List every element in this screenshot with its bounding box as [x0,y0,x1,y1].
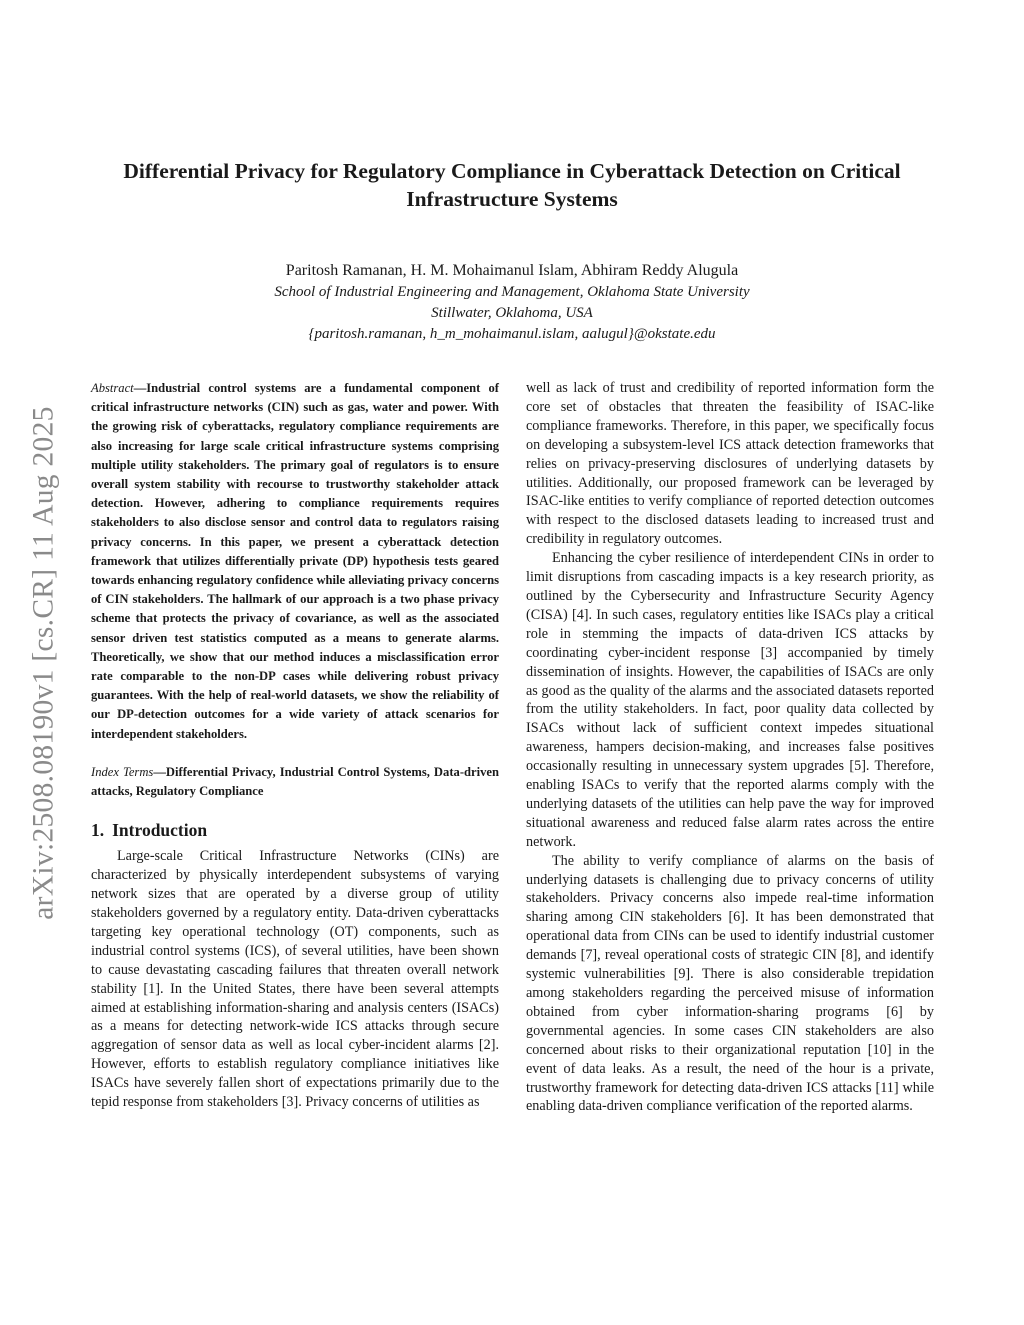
left-column [91,379,499,1112]
arxiv-identifier[interactable]: arXiv:2508.08190v1 [cs.CR] 11 Aug 2025 [27,406,60,920]
abstract [91,379,499,744]
index-terms [91,763,499,801]
intro-paragraph-1: Large-scale Critical Infrastructure Networks (CINs) are characterized by physically interdependent subsystems of varying network sizes that are operated by a diverse group of utility stakeholders governed by a regulatory entity. Data-driven cyberattacks targeting key operational technology (OT) components, such as industrial control systems (ICS), of several utilities, have been shown to cause devastating cascading failures that threaten overall network stability [1]. In the United States, there have been several attempts aimed at establishing information-sharing and analysis centers (ISACs) as a means for detecting network-wide ICS attacks through secure aggregation of sensor data as well as local cyber-incident alarms [2]. However, efforts to establish regulatory compliance initiatives like ISACs have severely fallen short of expectations primarily due to the tepid response from stakeholders [3]. Privacy concerns of utilities as [91,848,499,1111]
intro-paragraph-2: well as lack of trust and credibility of reported information form the core set of obstacles that threaten the feasibility of ISAC-like compliance frameworks. Therefore, in this paper, we specifically focus on developing a subsystem-level ICS attack detection frameworks that relies on privacy-preserving disclosures of underlying datasets by utilities. Additionally, our proposed framework can be leveraged by ISAC-like entities to verify compliance of reported detection outcomes with respect to the disclosed datasets leading to increased trust and credibility in regulatory outcomes. [526,380,934,548]
author-emails: {paritosh.ramanan, h_m_mohaimanul.islam, aalugul}@okstate.edu [308,326,716,342]
index-terms-text: —Differential Privacy, Industrial Control Systems, Data-driven attacks, Regulatory Compliance [91,764,499,799]
author-block [100,260,924,345]
section-title: Introduction [112,820,208,841]
intro-paragraph-4: The ability to verify compliance of alarms on the basis of underlying datasets is challenging due to privacy concerns of utility stakeholders. Privacy concerns also impede real-time information sharing among CIN stakeholders [6]. It has been demonstrated that operational data from CINs can be used to identify industrial customer demands [7], reveal operational costs of strategic CIN [8], and identify systemic vulnerabilities [9]. There is also considerable trepidation among stakeholders regarding the perceived misuse of information obtained from cyber information-sharing programs [6] by governmental agencies. In some cases CIN stakeholders are also concerned about risks to their organizational reputation [10] in the event of data leaks. As a result, the need of the hour is a private, trustworthy framework for detecting data-driven ICS attacks [11] while enabling data-driven compliance verification of the reported alarms. [526,852,934,1115]
author-affiliation: School of Industrial Engineering and Management, Oklahoma State University [274,284,750,300]
section-heading [91,819,499,841]
paper-title: Differential Privacy for Regulatory Compliance in Cyberattack Detection on Critical Infrastructure Systems [123,159,901,211]
author-names: Paritosh Ramanan, H. M. Mohaimanul Islam, Abhiram Reddy Alugula [285,262,739,279]
intro-paragraph-3: Enhancing the cyber resilience of interdependent CINs in order to limit disruptions from cascading impacts is a key research priority, as outlined by the Cybersecurity and Infrastructure Security Agency (CISA) [4]. In such cases, regulatory entities like ISACs play a critical role in stemming the impacts of data-driven ICS attacks by coordinating cyber-incident response [3] accompanied by timely dissemination of insights. However, the capabilities of ISACs are only as good as the quality of the alarms and the associated datasets reported from the utility stakeholders. In fact, poor quality data collected by ISACs without lack of sufficient context impedes situational awareness, hampers decision-making, and increases false positives occasionally resulting in unnecessary system upgrades [5]. Therefore, enabling ISACs to verify that the reported alarms comply with the underlying datasets of the utilities can help pave the way for improved situational awareness and reduced false alarm rates across the entire network. [526,550,934,850]
abstract-text: —Industrial control systems are a fundamental component of critical infrastructure networks (CIN) such as gas, water and power. With the growing risk of cyberattacks, regulatory compliance requirements are also increasing for large scale critical infrastructure systems comprising multiple utility stakeholders. The primary goal of regulators is to ensure overall system stability with recourse to trustworthy stakeholder attack detection. However, adhering to compliance requirements requires stakeholders to also disclose sensor and control data to regulators raising privacy concerns. In this paper, we present a cyberattack detection framework that utilizes differentially private (DP) hypothesis tests geared towards enhancing regulatory confidence while alleviating privacy concerns of CIN stakeholders. The hallmark of our approach is a two phase privacy scheme that protects the privacy of covariance, as well as the associated sensor driven test statistics computed as a means to generate alarms. Theoretically, we show that our method induces a misclassification error rate comparable to the non-DP cases while delivering robust privacy guarantees. With the help of real-world datasets, we show the reliability of our DP-detection outcomes for a wide variety of attack scenarios for interdependent stakeholders. [91,381,499,741]
right-column [526,379,934,1116]
index-terms-label: Index Terms [91,764,154,779]
abstract-label: Abstract [91,381,134,395]
section-number: 1. [91,820,105,841]
author-location: Stillwater, Oklahoma, USA [431,305,593,321]
